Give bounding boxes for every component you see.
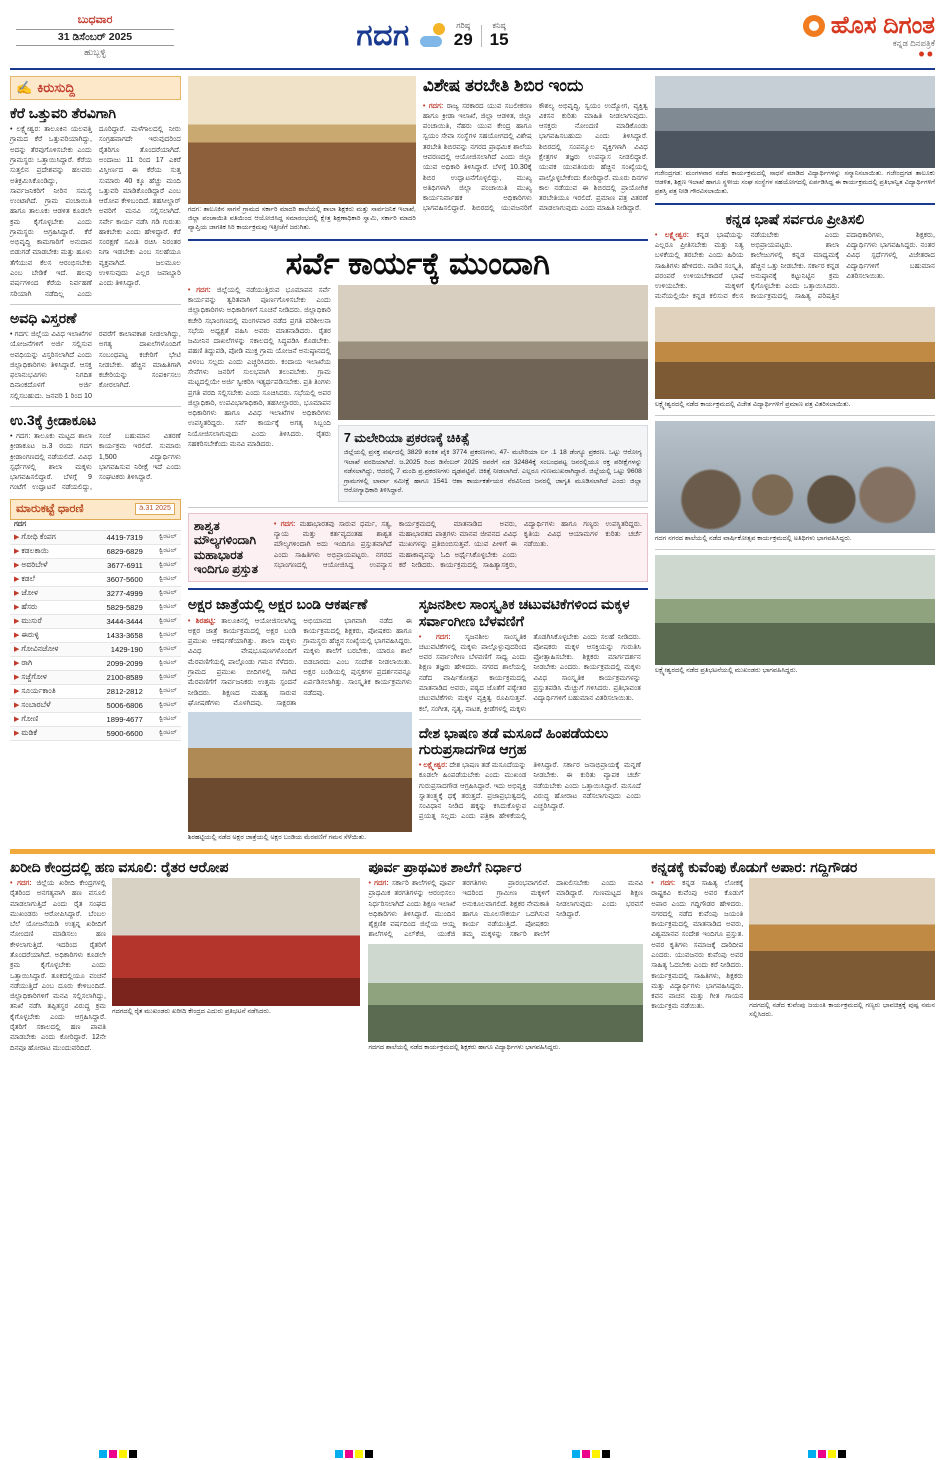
kirusudi-header — [10, 76, 181, 100]
story-dateline: • ಗದಗ: — [273, 519, 296, 528]
story-dateline: • ಲಕ್ಷ್ಮೇಶ್ವರ: — [654, 230, 689, 239]
story-dateline: • ಶಿರಹಟ್ಟಿ: — [187, 616, 216, 625]
market-item-unit: ಕ್ವಿಂಟಲ್ — [158, 603, 177, 611]
kirusudi-item-1 — [10, 105, 181, 299]
malaria-box — [338, 425, 648, 502]
kannada-language-text — [655, 230, 935, 302]
cmyk-group — [572, 1450, 610, 1458]
story-body: ಮಹಾಭಾರತವು ಸಾರುವ ಧರ್ಮ, ಸತ್ಯ, ನ್ಯಾಯ ಮತ್ತು ಕರ್ತವ್ಯದಂತಹ ಶಾಶ್ವತ ಮೌಲ್ಯಗಳಿಂದಾಗಿ ಅದು ಇಂದಿಗೂ ಪ್ರಸ್ತುತವಾಗಿದೆ ಎಂದು ಸಾಹಿತಿಗಳು ಅಭಿಪ್ರಾಯಪಟ್ಟರು. ನಗರದ ಸಭಾಂಗಣದಲ್ಲಿ ಆಯೋಜಿಸಿದ್ದ ಉಪನ್ಯಾಸ ಕಾರ್ಯಕ್ರಮದಲ್ಲಿ ಮಾತನಾಡಿದ ಅವರು, ಮಹಾಭಾರತದ ಪಾತ್ರಗಳು ಮಾನವ ಜೀವನದ ವಿವಿಧ ಮುಖಗಳನ್ನು ಪ್ರತಿಬಿಂಬಿಸುತ್ತವೆ. ಯುವ ಪೀಳಿಗೆ ಈ ಮಹಾಕಾವ್ಯವನ್ನು ಓದಿ ಅರ್ಥೈಸಿಕೊಳ್ಳಬೇಕು ಎಂದು ಕರೆ ನೀಡಿದರು. ಕಾರ್ಯಕ್ರಮದಲ್ಲಿ ಸಾಹಿತ್ಯಾಸಕ್ತರು, ವಿದ್ಯಾರ್ಥಿಗಳು ಹಾಗೂ ಗಣ್ಯರು ಉಪಸ್ಥಿತರಿದ್ದರು. ಕೃತಿಯ ವಿವಿಧ ಆಯಾಮಗಳ ಕುರಿತು ಚರ್ಚೆ ನಡೆಯಿತು. — [273, 519, 642, 569]
market-item-name: ಈರುಳ್ಳಿ — [21, 630, 40, 640]
trend-arrow-icon: ▶ — [14, 590, 20, 598]
market-item-name: ಕಡಲಕಾಯಿ — [21, 546, 49, 556]
cmyk-group — [808, 1450, 846, 1458]
story-body: ರಾಜ್ಯ ಸರಕಾರದ ಯುವ ಸಬಲೀಕರಣ ಹಾಗೂ ಕ್ರೀಡಾ ಇಲಾಖೆ, ಜಿಲ್ಲಾ ಆಡಳಿತ, ಜಿಲ್ಲಾ ಪಂಚಾಯಿತಿ, ನೆಹರು ಯುವ ಕೇಂದ್ರ ಹಾಗೂ ಸ್ವಯಂ ಸೇವಾ ಸಂಸ್ಥೆಗಳ ಸಹಯೋಗದಲ್ಲಿ ವಿಶೇಷ ತರಬೇತಿ ಶಿಬಿರವನ್ನು ನಗರದ ಪ್ರಾಥಮಿಕ ಶಾಲೆಯ ಆವರಣದಲ್ಲಿ ಆಯೋಜಿಸಲಾಗಿದೆ ಎಂದು ಜಿಲ್ಲಾ ಯುವ ಅಧಿಕಾರಿ ತಿಳಿಸಿದ್ದಾರೆ. ಬೆಳಗ್ಗೆ 10.30ಕ್ಕೆ ಶಿಬಿರ ಉದ್ಘಾಟನೆಗೊಳ್ಳಲಿದ್ದು, ಮುಖ್ಯ ಅತಿಥಿಗಳಾಗಿ ಜಿಲ್ಲಾ ಪಂಚಾಯಿತಿ ಮುಖ್ಯ ಕಾರ್ಯನಿರ್ವಾಹಕ ಅಧಿಕಾರಿಗಳು ಭಾಗವಹಿಸಲಿದ್ದಾರೆ. ಶಿಬಿರದಲ್ಲಿ ಯುವಜನರಿಗೆ ಕೌಶಲ್ಯ ಅಭಿವೃದ್ಧಿ, ಸ್ವಯಂ ಉದ್ಯೋಗ, ವ್ಯಕ್ತಿತ್ವ ವಿಕಸನ ಕುರಿತು ಮಾಹಿತಿ ನೀಡಲಾಗುವುದು. ಆಸಕ್ತರು ನೋಂದಣಿ ಮಾಡಿಕೊಂಡು ಭಾಗವಹಿಸಬಹುದು ಎಂದು ತಿಳಿಸಿದ್ದಾರೆ. ಶಿಬಿರದಲ್ಲಿ ಸಂಪನ್ಮೂಲ ವ್ಯಕ್ತಿಗಳಾಗಿ ವಿವಿಧ ಕ್ಷೇತ್ರಗಳ ತಜ್ಞರು ಉಪನ್ಯಾಸ ನೀಡಲಿದ್ದಾರೆ. ಯುವಕ ಯುವತಿಯರು ಹೆಚ್ಚಿನ ಸಂಖ್ಯೆಯಲ್ಲಿ ಪಾಲ್ಗೊಳ್ಳಬೇಕೆಂದು ಕೋರಿದ್ದಾರೆ. ಮೂರು ದಿನಗಳ ಕಾಲ ನಡೆಯುವ ಈ ಶಿಬಿರದಲ್ಲಿ ಪ್ರಾಯೋಗಿಕ ತರಬೇತಿಯೂ ಇರಲಿದೆ. ಪ್ರಮಾಣ ಪತ್ರ ವಿತರಣೆ ಮಾಡಲಾಗುವುದು ಎಂದು ಮಾಹಿತಿ ನೀಡಿದ್ದಾರೆ. — [422, 101, 648, 213]
table-row — [10, 643, 181, 657]
sun-logo-icon — [803, 15, 825, 37]
market-item-unit: ಕ್ವಿಂಟಲ್ — [158, 547, 177, 555]
weather-min — [490, 22, 509, 49]
table-row — [10, 699, 181, 713]
kuvempu-photo — [749, 878, 935, 1000]
bottom-story-2 — [368, 859, 643, 1053]
main-lead-photo-block — [338, 285, 648, 502]
masthead — [10, 8, 935, 70]
story-dateline: • ಗದಗ: — [10, 879, 32, 888]
akshara-text — [188, 616, 412, 709]
bottom-story-3-caption: ಗದಗದಲ್ಲಿ ನಡೆದ ಕುವೆಂಪು ಜಯಂತಿ ಕಾರ್ಯಕ್ರಮದಲ್ಲಿ ಗಣ್ಯರು ಭಾವಚಿತ್ರಕ್ಕೆ ಪುಷ್ಪ ನಮನ ಸಲ್ಲಿಸಿದರು. — [749, 1002, 935, 1018]
table-row — [10, 713, 181, 727]
edition-title: ಗದಗ — [356, 19, 410, 52]
market-header — [10, 499, 181, 520]
kirusudi-item-3-title: ಉ.3ಕ್ಕೆ ಕ್ರೀಡಾಕೂಟ — [10, 411, 97, 428]
market-item-price: 4419-7319 — [106, 532, 143, 542]
bottom-story-1-caption: ಗದಗದಲ್ಲಿ ರೈತ ಮುಖಂಡರು ಖರೀದಿ ಕೇಂದ್ರದ ಎದುರು ಪ್ರತಿಭಟನೆ ನಡೆಸಿದರು. — [112, 1008, 271, 1016]
market-item-unit: ಕ್ವಿಂಟಲ್ — [158, 659, 177, 667]
cmyk-group — [335, 1450, 373, 1458]
market-item-price: 5900-6600 — [106, 728, 143, 738]
market-item-unit: ಕ್ವಿಂಟಲ್ — [158, 729, 177, 737]
page-grid — [10, 76, 935, 843]
market-item-price: 5829-5829 — [106, 602, 143, 612]
story-body: ಜಿಲ್ಲೆಯಲ್ಲಿ ನಡೆಯುತ್ತಿರುವ ಭೂಮಾಪನ ಸರ್ವೆ ಕಾರ್ಯವನ್ನು ತ್ವರಿತವಾಗಿ ಪೂರ್ಣಗೊಳಿಸಬೇಕು ಎಂದು ಜಿಲ್ಲಾಧಿಕಾರಿಗಳು ಅಧಿಕಾರಿಗಳಿಗೆ ಸೂಚನೆ ನೀಡಿದರು. ಜಿಲ್ಲಾಧಿಕಾರಿ ಕಚೇರಿ ಸಭಾಂಗಣದಲ್ಲಿ ಮಂಗಳವಾರ ನಡೆದ ಪ್ರಗತಿ ಪರಿಶೀಲನಾ ಸಭೆಯ ಅಧ್ಯಕ್ಷತೆ ವಹಿಸಿ ಅವರು ಮಾತನಾಡಿದರು. ರೈತರ ಜಮೀನಿನ ದಾಖಲೆಗಳನ್ನು ಸಕಾಲದಲ್ಲಿ ಸಿದ್ಧಪಡಿಸಿ ಕೊಡಬೇಕು. ಪಹಣಿ ತಿದ್ದುಪಡಿ, ಪೋಡಿ ಮುಕ್ತ ಗ್ರಾಮ ಯೋಜನೆ ಅನುಷ್ಠಾನದಲ್ಲಿ ವಿಳಂಬ ಸಲ್ಲದು ಎಂದು ಎಚ್ಚರಿಸಿದರು. ಕಂದಾಯ ಇಲಾಖೆಯ ಸೇವೆಗಳು ಜನರಿಗೆ ಸುಲಭವಾಗಿ ತಲುಪಬೇಕು. ಗ್ರಾಮ ಮಟ್ಟದಲ್ಲಿಯೇ ಅರ್ಜಿ ಸ್ವೀಕರಿಸಿ ಇತ್ಯರ್ಥಪಡಿಸಬೇಕು. ಪ್ರತಿ ತಿಂಗಳು ಪ್ರಗತಿ ವರದಿ ಸಲ್ಲಿಸಬೇಕು ಎಂದು ಸೂಚಿಸಿದರು. ಸಭೆಯಲ್ಲಿ ಅಪರ ಜಿಲ್ಲಾಧಿಕಾರಿ, ಉಪವಿಭಾಗಾಧಿಕಾರಿ, ತಹಸೀಲ್ದಾರರು, ಭೂಮಾಪನ ಅಧಿಕಾರಿಗಳು ಹಾಗೂ ವಿವಿಧ ಇಲಾಖೆಗಳ ಅಧಿಕಾರಿಗಳು ಉಪಸ್ಥಿತರಿದ್ದರು. ಸರ್ವೆ ಕಾರ್ಯಕ್ಕೆ ಅಗತ್ಯ ಸಿಬ್ಬಂದಿ ನಿಯೋಜಿಸಲಾಗುವುದು ಎಂದು ತಿಳಿಸಿದರು. ರೈತರು ಸಹಕರಿಸಬೇಕೆಂದು ಮನವಿ ಮಾಡಿದರು. — [187, 285, 331, 448]
weather-max-label: ಗರಿಷ್ಠ — [456, 21, 471, 31]
cultural-photo-caption: ಗದಗ ನಗರದ ಶಾಲೆಯಲ್ಲಿ ನಡೆದ ವಾರ್ಷಿಕೋತ್ಸವ ಕಾರ್ಯಕ್ರಮದಲ್ಲಿ ಅತಿಥಿಗಳು ಭಾಗವಹಿಸಿದ್ದರು. — [654, 534, 852, 542]
cultural-text — [419, 632, 641, 714]
weather-max — [454, 22, 473, 49]
market-item-price: 1429-190 — [110, 644, 143, 654]
trend-arrow-icon: ▶ — [14, 534, 20, 542]
market-item-unit: ಕ್ವಿಂಟಲ್ — [158, 631, 177, 639]
bottom-story-2-caption: ಗದಗದ ಶಾಲೆಯಲ್ಲಿ ನಡೆದ ಕಾರ್ಯಕ್ರಮದಲ್ಲಿ ಶಿಕ್ಷಕರು ಹಾಗೂ ವಿದ್ಯಾರ್ಥಿಗಳು ಭಾಗವಹಿಸಿದ್ದರು. — [368, 1043, 561, 1051]
kirusudi-label: ಕಿರುಸುದ್ದಿ — [37, 80, 75, 95]
story-dateline: • ಗದಗ: — [651, 879, 676, 888]
mahabharata-story — [188, 513, 648, 583]
center-lower-row — [188, 596, 648, 843]
market-rows — [10, 531, 181, 741]
market-date-badge: ಡಿ.31 2025 — [135, 503, 175, 515]
market-title: ಮಾರುಕಟ್ಟೆ ಧಾರಣಿ — [16, 502, 84, 515]
market-item-name: ಸಂಬಾರಬೆಳೆ — [21, 700, 51, 710]
masthead-date: 31 ಡಿಸೆಂಬರ್ 2025 — [16, 29, 174, 46]
market-item-unit: ಕ್ವಿಂಟಲ್ — [158, 687, 177, 695]
protest-photo — [655, 555, 935, 665]
market-item-price: 2812-2812 — [106, 686, 143, 696]
market-item-unit: ಕ್ವಿಂಟಲ್ — [158, 575, 177, 583]
table-row — [10, 657, 181, 671]
story-body: ದೇಶ ಭಾಷಣ ತಡೆ ಮಸೂದೆಯನ್ನು ಕೂಡಲೇ ಹಿಂಪಡೆಯಬೇಕು ಎಂದು ಮುಖಂಡ ಗುರುಪ್ರಸಾದಗೌಡ ಆಗ್ರಹಿಸಿದ್ದಾರೆ. ಇದು ಅಭಿವ್ಯಕ್ತಿ ಸ್ವಾತಂತ್ರ್ಯಕ್ಕೆ ಧಕ್ಕೆ ತರುತ್ತದೆ. ಪ್ರಜಾಪ್ರಭುತ್ವದಲ್ಲಿ ಸಂವಿಧಾನ ನೀಡಿದ ಹಕ್ಕನ್ನು ಕಸಿದುಕೊಳ್ಳುವ ಪ್ರಯತ್ನ ಸಲ್ಲದು ಎಂದು ಪತ್ರಿಕಾ ಹೇಳಿಕೆಯಲ್ಲಿ ತಿಳಿಸಿದ್ದಾರೆ. ಸರ್ಕಾರ ಜನಾಭಿಪ್ರಾಯಕ್ಕೆ ಮನ್ನಣೆ ನೀಡಬೇಕು. ಈ ಕುರಿತು ವ್ಯಾಪಕ ಚರ್ಚೆ ನಡೆಯಬೇಕು ಎಂದು ಒತ್ತಾಯಿಸಿದ್ದಾರೆ. ಮಸೂದೆ ವಿರುದ್ಧ ಹೋರಾಟ ನಡೆಸಲಾಗುವುದು ಎಂದು ಎಚ್ಚರಿಸಿದ್ದಾರೆ. — [418, 761, 641, 821]
mahabharata-side-title: ಶಾಶ್ವತ ಮೌಲ್ಯಗಳಿಂದಾಗಿ ಮಹಾಭಾರತ ಇಂದಿಗೂ ಪ್ರಸ್ತುತ — [193, 518, 258, 577]
kirusudi-item-3 — [10, 412, 181, 493]
market-item-unit: ಕ್ವಿಂಟಲ್ — [158, 701, 177, 709]
farmers-protest-photo — [112, 878, 360, 1006]
section-divider-bar — [10, 849, 935, 854]
market-item-name: ಅವರಿಬೇಳೆ — [21, 560, 48, 570]
cultural-title: ಸೃಜನಶೀಲ ಸಾಂಸ್ಕೃತಿಕ ಚಟುವಟಿಕೆಗಳಿಂದ ಮಕ್ಕಳ ಸರ್ವಾಂಗೀಣ ಬೆಳವಣಿಗೆ — [418, 596, 630, 629]
trend-arrow-icon: ▶ — [14, 660, 20, 668]
special-training-story — [423, 76, 648, 233]
market-item-name: ಮಡಿಕೆ — [21, 728, 38, 738]
story-dateline: • ಗದಗ: — [368, 879, 389, 888]
special-training-title: ವಿಶೇಷ ತರಬೇತಿ ಶಿಬಿರ ಇಂದು — [422, 76, 584, 95]
market-col-item: ಗದಗ — [14, 520, 27, 528]
market-item-name: ಗೋಣಿ — [21, 714, 39, 724]
brand-name: ಹೊಸ ದಿಗಂತ — [830, 12, 935, 40]
kirusudi-item-1-title: ಕೆರೆ ಒತ್ತುವರಿ ತೆರವಿಗಾಗಿ — [10, 105, 117, 121]
speech-text — [419, 760, 641, 822]
story-body: ಸೃಜನಶೀಲ ಸಾಂಸ್ಕೃತಿಕ ಚಟುವಟಿಕೆಗಳಲ್ಲಿ ಮಕ್ಕಳು ಪಾಲ್ಗೊಳ್ಳುವುದರಿಂದ ಅವರ ಸರ್ವಾಂಗೀಣ ಬೆಳವಣಿಗೆ ಸಾಧ್ಯ ಎಂದು ಶಿಕ್ಷಣ ತಜ್ಞರು ಹೇಳಿದರು. ನಗರದ ಶಾಲೆಯಲ್ಲಿ ನಡೆದ ವಾರ್ಷಿಕೋತ್ಸವ ಕಾರ್ಯಕ್ರಮದಲ್ಲಿ ಮಾತನಾಡಿದ ಅವರು, ಪಠ್ಯದ ಜೊತೆಗೆ ಪಠ್ಯೇತರ ಚಟುವಟಿಕೆಗಳು ಮಕ್ಕಳ ವ್ಯಕ್ತಿತ್ವ ರೂಪಿಸುತ್ತವೆ. ಕಲೆ, ಸಂಗೀತ, ನೃತ್ಯ, ನಾಟಕ, ಕ್ರೀಡೆಗಳಲ್ಲಿ ಮಕ್ಕಳು ತೊಡಗಿಸಿಕೊಳ್ಳಬೇಕು ಎಂದು ಸಲಹೆ ನೀಡಿದರು. ಪೋಷಕರು ಮಕ್ಕಳ ಆಸಕ್ತಿಯನ್ನು ಗುರುತಿಸಿ ಪ್ರೋತ್ಸಾಹಿಸಬೇಕು. ಶಿಕ್ಷಕರು ಮಾರ್ಗದರ್ಶನ ನೀಡಬೇಕು ಎಂದರು. ಕಾರ್ಯಕ್ರಮದಲ್ಲಿ ಮಕ್ಕಳು ವಿವಿಧ ಸಾಂಸ್ಕೃತಿಕ ಕಾರ್ಯಕ್ರಮಗಳನ್ನು ಪ್ರಸ್ತುತಪಡಿಸಿ ಮೆಚ್ಚುಗೆ ಗಳಿಸಿದರು. ಪ್ರತಿಭಾವಂತ ವಿದ್ಯಾರ್ಥಿಗಳಿಗೆ ಬಹುಮಾನ ವಿತರಿಸಲಾಯಿತು. — [418, 632, 641, 713]
bottom-band — [10, 859, 935, 1053]
market-item-price: 3444-3444 — [106, 616, 143, 626]
school-photo — [368, 944, 643, 1042]
trend-arrow-icon: ▶ — [14, 730, 20, 738]
procession-photo — [188, 712, 412, 832]
akshara-photo-caption: ಶಿರಹಟ್ಟಿಯಲ್ಲಿ ನಡೆದ ಅಕ್ಷರ ಜಾತ್ರೆಯಲ್ಲಿ ಅಕ್ಷರ ಬಂಡಿಯ ಮೆರವಣಿಗೆ ಗಮನ ಸೆಳೆಯಿತು. — [187, 834, 367, 842]
speech-title: ದೇಶ ಭಾಷಣ ತಡೆ ಮಸೂದೆ ಹಿಂಪಡೆಯಲು ಗುರುಪ್ರಸಾದಗೌಡ ಆಗ್ರಹ — [418, 724, 609, 757]
sun-cloud-icon — [420, 23, 446, 49]
trend-arrow-icon: ▶ — [14, 716, 20, 724]
meeting-photo — [338, 285, 648, 420]
main-lead-story — [188, 247, 648, 502]
trend-arrow-icon: ▶ — [14, 646, 20, 654]
market-item-price: 3277-4999 — [106, 588, 143, 598]
story-dateline: • ಲಕ್ಷ್ಮೇಶ್ವರ: — [418, 761, 448, 770]
masthead-date-block — [10, 14, 180, 58]
trend-arrow-icon: ▶ — [14, 548, 20, 556]
market-item-name: ಸೂರ್ಯಕಾಂತಿ — [21, 686, 56, 696]
trend-arrow-icon: ▶ — [14, 632, 20, 640]
weather-divider — [481, 25, 482, 47]
table-row — [10, 545, 181, 559]
market-item-price: 1433-3658 — [106, 630, 143, 640]
table-row — [10, 629, 181, 643]
market-item-unit: ಕ್ವಿಂಟಲ್ — [158, 645, 177, 653]
story-dateline: • ಗದಗ: — [418, 632, 451, 641]
trend-arrow-icon: ▶ — [14, 688, 20, 696]
table-row — [10, 531, 181, 545]
bottom-story-1 — [10, 859, 360, 1053]
story-dateline: • ಗದಗ: — [187, 285, 211, 294]
trend-arrow-icon: ▶ — [14, 562, 20, 570]
table-row — [10, 671, 181, 685]
bottom-story-3 — [651, 859, 935, 1053]
market-item-unit: ಕ್ವಿಂಟಲ್ — [158, 533, 177, 541]
speech-photo-caption: ಲಕ್ಷ್ಮೇಶ್ವರದಲ್ಲಿ ನಡೆದ ಪ್ರತಿಭಟನೆಯಲ್ಲಿ ಮುಖಂಡರು ಭಾಗವಹಿಸಿದ್ದರು. — [654, 666, 798, 674]
market-item-name: ಕಡಲೆ — [21, 574, 35, 584]
top-photo-caption: ಗದಗ: ತಾಲೂಕಿನ ಸಾಗನೆ ಗ್ರಾಮದ ಸರ್ಕಾರಿ ಮಾದರಿ ಶಾಲೆಯಲ್ಲಿ ಶಾಲಾ ಶಿಕ್ಷಕರು ಮತ್ತು ಸಾರ್ವಜನಿಕ ಇಲಾಖೆ, ಜಿಲ್ಲಾ ಪಂಚಾಯಿತಿ ವತಿಯಿಂದ ಆಯೋಜಿಸಿದ್ದ ಸಮಾರಂಭದಲ್ಲಿ ಕ್ಷೇತ್ರ ಶಿಕ್ಷಣಾಧಿಕಾರಿ ಸ್ವಾಮಿ, ಸರ್ಕಾರಿ ಮಾದರಿ ವ್ಯಾಪ್ತಿಯ ಜಾಗತಿಕ ಸಿರಿ ಕಾರ್ಯಕ್ರಮವು ಇತ್ತೀಚೆಗೆ ಜರುಗಿತು. — [187, 206, 416, 231]
market-item-name: ಸಜ್ಜೆಗೋಳ — [21, 672, 47, 682]
cultural-story — [419, 596, 641, 843]
market-item-price: 2099-2099 — [106, 658, 143, 668]
bottom-story-3-title: ಕನ್ನಡಕ್ಕೆ ಕುವೆಂಪು ಕೊಡುಗೆ ಅಪಾರ: ಗದ್ದಿಗೌಡರ — [651, 858, 858, 875]
market-item-unit: ಕ್ವಿಂಟಲ್ — [158, 673, 177, 681]
bottom-story-2-text — [368, 878, 643, 940]
bottom-story-1-title: ಖರೀದಿ ಕೇಂದ್ರದಲ್ಲಿ ಹಣ ವಸೂಲಿ: ರೈತರ ಆರೋಪ — [10, 858, 229, 875]
market-item-price: 3677-6911 — [107, 560, 143, 570]
top-photo-block — [188, 76, 416, 233]
malaria-text: ಜಿಲ್ಲೆಯಲ್ಲಿ ಪ್ರಸಕ್ತ ವರ್ಷದಲ್ಲಿ 3829 ಶಂಕಿತ ಪೈಕಿ 3774 ಪ್ರಕರಣಗಳು, 47- ಮಲೇರಿಯಾ ರ್ಲ .1 18 ಡೆಂಗ್ಯೂ ಪ್ರಕರಣ. ಒಟ್ಟು ಆರೋಗ್ಯ ಇಲಾಖೆ ವರದಿಯಾಗಿದೆ. ಜ.2025 ರಿಂದ ಡಿಸೆಂಬರ್ 2025 ರವರೆಗೆ ನಡ 32484ಕ್ಕೆ ಸಂಬಂಧಪಟ್ಟ ಜನರಲ್ಲಿಯೂ ರಕ್ತ ಪರೀಕ್ಷೆಗಳನ್ನು ನಡೆಸಲಾಗಿದ್ದು, ಆದರಲ್ಲಿ 7 ಮಂದಿ ಪ್ರ.ಪ್ರಕರಣಗಳು ದೃಢಪಟ್ಟಿವೆ. ಚಿಕಿತ್ಸೆ ನೀಡಲಾಗಿದೆ. ಎಲ್ಲರೂ ಗುಣಮುಖರಾಗಿದ್ದಾರೆ. ಜಿಲ್ಲೆಯಲ್ಲಿ ಒಟ್ಟು 9608 ಗ್ರಾಮಗಳಲ್ಲಿ ಲಾರ್ವಾ ಸಮೀಕ್ಷೆ ಹಾಗೂ 1541 ಆಶಾ ಕಾರ್ಯಕರ್ತೆಯರ ನೆರವಿನಿಂದ ಜನರಲ್ಲಿ ಜಾಗೃತಿ ಮೂಡಿಸಲಾಗಿದೆ ಎಂದು ಜಿಲ್ಲಾ ಆರೋಗ್ಯಾಧಿಕಾರಿ ತಿಳಿಸಿದ್ದಾರೆ. — [343, 449, 642, 495]
market-item-name: ಗೋವಿನಜೋಳ — [21, 644, 59, 654]
trend-arrow-icon: ▶ — [14, 576, 20, 584]
kirusudi-item-1-text: • ಲಕ್ಷ್ಮೇಶ್ವರ: ತಾಲೂಕಿನ ಯಲವತ್ತಿ ಗ್ರಾಮದ ಕೆರೆ ಒತ್ತುವರಿಯಾಗಿದ್ದು, ಅದನ್ನು ತೆರವುಗೊಳಿಸಬೇಕು ಎಂದು ಗ್ರಾಮಸ್ಥರು ಒತ್ತಾಯಿಸಿದ್ದಾರೆ. ಕೆರೆಯ ಸುತ್ತಲಿನ ಪ್ರದೇಶವನ್ನು ಹಲವರು ಅತಿಕ್ರಮಿಸಿಕೊಂಡಿದ್ದು, ಸಾರ್ವಜನಿಕರಿಗೆ ನೀರಿನ ಸಮಸ್ಯೆ ಉಂಟಾಗಿದೆ. ಗ್ರಾಮ ಪಂಚಾಯಿತಿ ಹಾಗೂ ತಾಲೂಕು ಆಡಳಿತ ಕೂಡಲೇ ಕ್ರಮ ಕೈಗೊಳ್ಳಬೇಕು ಎಂದು ಗ್ರಾಮಸ್ಥರು ಆಗ್ರಹಿಸಿದ್ದಾರೆ. ಕೆರೆ ಅಭಿವೃದ್ಧಿ ಕಾಮಗಾರಿಗೆ ಅನುದಾನ ಬಿಡುಗಡೆ ಮಾಡಬೇಕು ಮತ್ತು ಹೂಳು ತೆಗೆಯುವ ಕೆಲಸ ಆರಂಭಿಸಬೇಕು ಎಂಬ ಬೇಡಿಕೆ ಇದೆ. ಹಲವು ವರ್ಷಗಳಿಂದ ಕೆರೆಯ ನಿರ್ವಹಣೆ ಸರಿಯಾಗಿ ನಡೆದಿಲ್ಲ ಎಂದು ದೂರಿದ್ದಾರೆ. ಮಳೆಗಾಲದಲ್ಲಿ ನೀರು ಸಂಗ್ರಹವಾಗದೇ ಇರುವುದರಿಂದ ರೈತರಿಗೂ ತೊಂದರೆಯಾಗಿದೆ. ಅಂದಾಜು 11 ರಿಂದ 17 ಎಕರೆ ವಿಸ್ತೀರ್ಣದ ಈ ಕೆರೆಯ ಸುತ್ತ ಸುಮಾರು 40 ಕ್ಕೂ ಹೆಚ್ಚು ಮಂದಿ ಒತ್ತುವರಿ ಮಾಡಿಕೊಂಡಿದ್ದಾರೆ ಎಂಬ ಆರೋಪ ಕೇಳಿಬಂದಿದೆ. ತಹಸೀಲ್ದಾರ್ ಅವರಿಗೆ ಮನವಿ ಸಲ್ಲಿಸಲಾಗಿದೆ. ಸರ್ವೇ ಕಾರ್ಯ ನಡೆಸಿ ಗಡಿ ಗುರುತು ಹಾಕಬೇಕು ಎಂದು ಹೇಳಿದ್ದಾರೆ. ಕೆರೆ ಸಂರಕ್ಷಣೆ ಸಮಿತಿ ರಚಿಸಿ ನಿರಂತರ ನಿಗಾ ಇಡಬೇಕು ಎಂಬ ಸಲಹೆಯೂ ವ್ಯಕ್ತವಾಗಿದೆ. ಜಲಮೂಲ ಉಳಿಸುವುದು ಎಲ್ಲರ ಜವಾಬ್ದಾರಿ ಎಂದು ತಿಳಿಸಿದ್ದಾರೆ. — [10, 125, 181, 298]
trend-arrow-icon: ▶ — [14, 604, 20, 612]
top-right-photo-caption: ಗಜೇಂದ್ರಗಡ: ಮಂಗಳವಾರ ನಡೆದ ಕಾರ್ಯಕ್ರಮದಲ್ಲಿ ಸಾಧನೆ ಮಾಡಿದ ವಿದ್ಯಾರ್ಥಿಗಳನ್ನು ಸನ್ಮಾನಿಸಲಾಯಿತು. ಗಜೇಂದ್ರಗಡ ತಾಲೂಕು ಆಡಳಿತ, ಶಿಕ್ಷಣ ಇಲಾಖೆ ಹಾಗೂ ಸ್ಥಳೀಯ ಸಂಘ ಸಂಸ್ಥೆಗಳ ಸಹಯೋಗದಲ್ಲಿ ಏರ್ಪಡಿಸಿದ್ದ ಈ ಕಾರ್ಯಕ್ರಮದಲ್ಲಿ ಪ್ರತಿಭಾನ್ವಿತ ವಿದ್ಯಾರ್ಥಿಗಳಿಗೆ ಪ್ರಶಸ್ತಿ ಪತ್ರ ನೀಡಿ ಗೌರವಿಸಲಾಯಿತು. — [654, 170, 935, 195]
weather-min-value: 15 — [489, 30, 509, 50]
trend-arrow-icon: ▶ — [14, 702, 20, 710]
masthead-center — [180, 19, 685, 53]
column-left — [10, 76, 181, 843]
print-registration-marks — [0, 1450, 945, 1458]
weather-max-value: 29 — [453, 30, 473, 50]
brand-dots-icon: •• — [918, 44, 935, 65]
akshara-story — [188, 596, 412, 843]
masthead-city: ಹುಬ್ಬಳ್ಳಿ — [84, 46, 106, 57]
kannada-language-title: ಕನ್ನಡ ಭಾಷೆ ಸರ್ವರೂ ಪ್ರೀತಿಸಲಿ — [725, 210, 865, 227]
market-item-unit: ಕ್ವಿಂಟಲ್ — [158, 715, 177, 723]
story-body: ಸರ್ಕಾರಿ ಶಾಲೆಗಳಲ್ಲಿ ಪೂರ್ವ ಪ್ರಾಥಮಿಕ ತರಗತಿಗಳನ್ನು ಆರಂಭಿಸಲು ನಿರ್ಧರಿಸಲಾಗಿದೆ ಎಂದು ಶಿಕ್ಷಣ ಇಲಾಖೆ ಅಧಿಕಾರಿಗಳು ತಿಳಿಸಿದ್ದಾರೆ. ಮುಂದಿನ ಶೈಕ್ಷಣಿಕ ವರ್ಷದಿಂದ ಜಿಲ್ಲೆಯ ಆಯ್ದ ಶಾಲೆಗಳಲ್ಲಿ ಎಲ್‌ಕೆಜಿ, ಯುಕೆಜಿ ತರಗತಿಗಳು ಪ್ರಾರಂಭವಾಗಲಿವೆ. ಇದರಿಂದ ಗ್ರಾಮೀಣ ಮಕ್ಕಳಿಗೆ ಅನುಕೂಲವಾಗಲಿದೆ. ಶಿಕ್ಷಕರ ನೇಮಕಾತಿ ಹಾಗೂ ಮೂಲಸೌಕರ್ಯ ಒದಗಿಸುವ ಕಾರ್ಯ ನಡೆಯುತ್ತಿದೆ. ಪೋಷಕರು ತಮ್ಮ ಮಕ್ಕಳನ್ನು ಸರ್ಕಾರಿ ಶಾಲೆಗೆ ದಾಖಲಿಸಬೇಕು ಎಂದು ಮನವಿ ಮಾಡಿದ್ದಾರೆ. ಗುಣಮಟ್ಟದ ಶಿಕ್ಷಣ ನೀಡಲಾಗುವುದು ಎಂದು ಭರವಸೆ ನೀಡಿದ್ದಾರೆ. — [368, 879, 644, 939]
market-item-unit: ಕ್ವಿಂಟಲ್ — [158, 561, 177, 569]
kirusudi-item-3-text: • ಗದಗ: ತಾಲೂಕು ಮಟ್ಟದ ಶಾಲಾ ಕ್ರೀಡಾಕೂಟ ಜ.3 ರಂದು ಗದಗ ಕ್ರೀಡಾಂಗಣದಲ್ಲಿ ನಡೆಯಲಿದೆ. ವಿವಿಧ ಸ್ಪರ್ಧೆಗಳಲ್ಲಿ ಶಾಲಾ ಮಕ್ಕಳು ಭಾಗವಹಿಸಲಿದ್ದಾರೆ. ಬೆಳಗ್ಗೆ 9 ಗಂಟೆಗೆ ಉದ್ಘಾಟನೆ ನಡೆಯಲಿದ್ದು, ಸಂಜೆ ಬಹುಮಾನ ವಿತರಣೆ ಕಾರ್ಯಕ್ರಮ ಇರಲಿದೆ. ಸುಮಾರು 1,500 ವಿದ್ಯಾರ್ಥಿಗಳು ಭಾಗವಹಿಸುವ ನಿರೀಕ್ಷೆ ಇದೆ ಎಂದು ಸಂಘಟಕರು ತಿಳಿಸಿದ್ದಾರೆ. — [10, 432, 181, 492]
market-item-price: 2100-8589 — [106, 672, 143, 682]
story-body: ಕನ್ನಡ ಭಾಷೆಯನ್ನು ಎಲ್ಲರೂ ಪ್ರೀತಿಸಬೇಕು ಮತ್ತು ನಿತ್ಯ ಬಳಕೆಯಲ್ಲಿ ತರಬೇಕು ಎಂದು ಹಿರಿಯ ಸಾಹಿತಿಗಳು ಹೇಳಿದರು. ನಾಡಿನ ಸಂಸ್ಕೃತಿ, ಪರಂಪರೆ ಉಳಿಯಬೇಕಾದರೆ ಭಾಷೆ ಉಳಿಯಬೇಕು. ಮಕ್ಕಳಿಗೆ ಮನೆಯಲ್ಲಿಯೇ ಕನ್ನಡ ಕಲಿಸುವ ಕೆಲಸ ನಡೆಯಬೇಕು ಎಂದು ಅಭಿಪ್ರಾಯಪಟ್ಟರು. ಶಾಲಾ ಕಾಲೇಜುಗಳಲ್ಲಿ ಕನ್ನಡ ಮಾಧ್ಯಮಕ್ಕೆ ಹೆಚ್ಚಿನ ಒತ್ತು ನೀಡಬೇಕು. ಸರ್ಕಾರ ಕನ್ನಡ ಅನುಷ್ಠಾನಕ್ಕೆ ಕಟ್ಟುನಿಟ್ಟಿನ ಕ್ರಮ ಕೈಗೊಳ್ಳಬೇಕು ಎಂದು ಒತ್ತಾಯಿಸಿದರು. ಕಾರ್ಯಕ್ರಮದಲ್ಲಿ ಸಾಹಿತ್ಯ ಪರಿಷತ್ತಿನ ಪದಾಧಿಕಾರಿಗಳು, ಶಿಕ್ಷಕರು, ವಿದ್ಯಾರ್ಥಿಗಳು ಭಾಗವಹಿಸಿದ್ದರು. ನಂತರ ವಿವಿಧ ಸ್ಪರ್ಧೆಗಳಲ್ಲಿ ವಿಜೇತರಾದ ವಿದ್ಯಾರ್ಥಿಗಳಿಗೆ ಬಹುಮಾನ ವಿತರಿಸಲಾಯಿತು. — [654, 230, 935, 301]
market-rates-table — [10, 499, 181, 741]
story-body: ಕನ್ನಡ ಸಾಹಿತ್ಯ ಲೋಕಕ್ಕೆ ರಾಷ್ಟ್ರಕವಿ ಕುವೆಂಪು ಅವರ ಕೊಡುಗೆ ಅಪಾರ ಎಂದು ಗದ್ದಿಗೌಡರ ಹೇಳಿದರು. ನಗರದಲ್ಲಿ ನಡೆದ ಕುವೆಂಪು ಜಯಂತಿ ಕಾರ್ಯಕ್ರಮದಲ್ಲಿ ಮಾತನಾಡಿದ ಅವರು, ವಿಶ್ವಮಾನವ ಸಂದೇಶ ಇಂದಿಗೂ ಪ್ರಸ್ತುತ. ಅವರ ಕೃತಿಗಳು ಸಮಾಜಕ್ಕೆ ದಾರಿದೀಪ ಎಂದರು. ಯುವಜನರು ಕುವೆಂಪು ಅವರ ಸಾಹಿತ್ಯ ಓದಬೇಕು ಎಂದು ಕರೆ ನೀಡಿದರು. ಕಾರ್ಯಕ್ರಮದಲ್ಲಿ ಸಾಹಿತಿಗಳು, ಶಿಕ್ಷಕರು ಮತ್ತು ವಿದ್ಯಾರ್ಥಿಗಳು ಭಾಗವಹಿಸಿದ್ದರು. ಕವನ ವಾಚನ ಮತ್ತು ಗೀತ ಗಾಯನ ಕಾರ್ಯಕ್ರಮ ನಡೆಯಿತು. — [651, 879, 744, 1011]
kirusudi-item-2 — [10, 310, 181, 401]
table-row — [10, 727, 181, 741]
market-column-headers — [10, 520, 181, 531]
kirusudi-item-2-text: • ಗದಗ: ಜಿಲ್ಲೆಯ ವಿವಿಧ ಇಲಾಖೆಗಳ ಯೋಜನೆಗಳಿಗೆ ಅರ್ಜಿ ಸಲ್ಲಿಸುವ ಅವಧಿಯನ್ನು ವಿಸ್ತರಿಸಲಾಗಿದೆ ಎಂದು ಜಿಲ್ಲಾಧಿಕಾರಿಗಳು ತಿಳಿಸಿದ್ದಾರೆ. ಆಸಕ್ತ ಫಲಾನುಭವಿಗಳು ನಿಗದಿತ ದಿನಾಂಕದೊಳಗೆ ಅರ್ಜಿ ಸಲ್ಲಿಸಬಹುದು. ಜನವರಿ 1 ರಿಂದ 10 ರವರೆಗೆ ಕಾಲಾವಕಾಶ ನೀಡಲಾಗಿದ್ದು, ಅಗತ್ಯ ದಾಖಲೆಗಳೊಂದಿಗೆ ಸಂಬಂಧಪಟ್ಟ ಕಚೇರಿಗೆ ಭೇಟಿ ನೀಡಬೇಕು. ಹೆಚ್ಚಿನ ಮಾಹಿತಿಗಾಗಿ ಕಚೇರಿಯನ್ನು ಸಂಪರ್ಕಿಸಲು ಕೋರಲಾಗಿದೆ. — [10, 329, 181, 400]
special-training-text — [423, 101, 648, 214]
cmyk-group — [99, 1450, 137, 1458]
market-item-name: ಜೋಳ — [21, 588, 38, 598]
bottom-story-3-text — [651, 878, 743, 1020]
masthead-brand — [685, 12, 935, 65]
market-item-price: 5006-6806 — [106, 700, 143, 710]
cultural-photo — [655, 421, 935, 533]
mahabharata-text — [274, 519, 642, 577]
story-body: ಜಿಲ್ಲೆಯ ಖರೀದಿ ಕೇಂದ್ರಗಳಲ್ಲಿ ರೈತರಿಂದ ಅನಗತ್ಯವಾಗಿ ಹಣ ವಸೂಲಿ ಮಾಡಲಾಗುತ್ತಿದೆ ಎಂದು ರೈತ ಸಂಘದ ಮುಖಂಡರು ಆರೋಪಿಸಿದ್ದಾರೆ. ಬೆಂಬಲ ಬೆಲೆ ಯೋಜನೆಯಡಿ ಉತ್ಪನ್ನ ಖರೀದಿಗೆ ನೋಂದಣಿ ಮಾಡಿಸಲು ಹಣ ಕೇಳಲಾಗುತ್ತಿದೆ. ಇದರಿಂದ ರೈತರಿಗೆ ತೊಂದರೆಯಾಗಿದೆ. ಅಧಿಕಾರಿಗಳು ಕೂಡಲೇ ಕ್ರಮ ಕೈಗೊಳ್ಳಬೇಕು ಎಂದು ಒತ್ತಾಯಿಸಿದ್ದಾರೆ. ತೂಕದಲ್ಲಿಯೂ ವಂಚನೆ ನಡೆಯುತ್ತಿದೆ ಎಂಬ ದೂರು ಕೇಳಿಬಂದಿದೆ. ಜಿಲ್ಲಾಧಿಕಾರಿಗಳಿಗೆ ಮನವಿ ಸಲ್ಲಿಸಲಾಗಿದ್ದು, ತನಿಖೆ ನಡೆಸಿ ತಪ್ಪಿತಸ್ಥರ ವಿರುದ್ಧ ಕ್ರಮ ಕೈಗೊಳ್ಳಬೇಕು ಎಂದು ಆಗ್ರಹಿಸಿದ್ದಾರೆ. ರೈತರಿಗೆ ಸಕಾಲದಲ್ಲಿ ಹಣ ಪಾವತಿ ಮಾಡಬೇಕು ಎಂದು ಕೋರಿದ್ದಾರೆ. 12ನೇ ದಿನವೂ ಹೋರಾಟ ಮುಂದುವರಿದಿದೆ. — [10, 879, 106, 1052]
story-body: ತಾಲೂಕಿನಲ್ಲಿ ಆಯೋಜಿಸಲಾಗಿದ್ದ ಅಕ್ಷರ ಜಾತ್ರೆ ಕಾರ್ಯಕ್ರಮದಲ್ಲಿ ಅಕ್ಷರ ಬಂಡಿ ಪ್ರಮುಖ ಆಕರ್ಷಣೆಯಾಗಿತ್ತು. ಶಾಲಾ ಮಕ್ಕಳು ವಿವಿಧ ವೇಷಭೂಷಣಗಳೊಂದಿಗೆ ಮೆರವಣಿಗೆಯಲ್ಲಿ ಪಾಲ್ಗೊಂಡು ಗಮನ ಸೆಳೆದರು. ಗ್ರಾಮದ ಪ್ರಮುಖ ಬೀದಿಗಳಲ್ಲಿ ಸಾಗಿದ ಮೆರವಣಿಗೆಗೆ ಸಾರ್ವಜನಿಕರು ಉತ್ತಮ ಸ್ಪಂದನೆ ನೀಡಿದರು. ಶಿಕ್ಷಣದ ಮಹತ್ವ ಸಾರುವ ಘೋಷಣೆಗಳು ಮೊಳಗಿದವು. ಸಾಕ್ಷರತಾ ಅಭಿಯಾನದ ಭಾಗವಾಗಿ ನಡೆದ ಈ ಕಾರ್ಯಕ್ರಮದಲ್ಲಿ ಶಿಕ್ಷಕರು, ಪೋಷಕರು ಹಾಗೂ ಗ್ರಾಮಸ್ಥರು ಹೆಚ್ಚಿನ ಸಂಖ್ಯೆಯಲ್ಲಿ ಭಾಗವಹಿಸಿದ್ದರು. ಮಕ್ಕಳು ಶಾಲೆಗೆ ಬರಬೇಕು, ಯಾರೂ ಶಾಲೆ ಬಿಡಬಾರದು ಎಂಬ ಸಂದೇಶ ನೀಡಲಾಯಿತು. ಅಕ್ಷರ ಬಂಡಿಯಲ್ಲಿ ಪುಸ್ತಕಗಳ ಪ್ರದರ್ಶನವನ್ನೂ ಏರ್ಪಡಿಸಲಾಗಿತ್ತು. ಸಾಂಸ್ಕೃತಿಕ ಕಾರ್ಯಕ್ರಮಗಳು ನಡೆದವು. — [187, 616, 412, 707]
akshara-title: ಅಕ್ಷರ ಜಾತ್ರೆಯಲ್ಲಿ ಅಕ್ಷರ ಬಂಡಿ ಆಕರ್ಷಣೆ — [187, 596, 368, 613]
table-row — [10, 587, 181, 601]
center-top-row — [188, 76, 648, 233]
masthead-day: ಬುಧವಾರ — [77, 13, 113, 26]
news-flash-icon: ✍ — [16, 80, 33, 95]
market-item-name: ಹೆಸರು — [21, 602, 38, 612]
market-item-unit: ಕ್ವಿಂಟಲ್ — [158, 617, 177, 625]
column-center — [188, 76, 648, 843]
bottom-story-2-title: ಪೂರ್ವ ಪ್ರಾಥಮಿಕ ಶಾಲೆಗೆ ನಿರ್ಧಾರ — [368, 858, 522, 875]
table-row — [10, 573, 181, 587]
market-item-price: 3607-5600 — [106, 574, 143, 584]
market-item-price: 6829-6829 — [106, 546, 143, 556]
weather-min-label: ಕನಿಷ್ಠ — [492, 21, 506, 31]
story-dateline: • ಗದಗ: — [422, 101, 444, 110]
market-item-price: 1899-4677 — [106, 714, 143, 724]
trend-arrow-icon: ▶ — [14, 674, 20, 682]
malaria-title: 7 ಮಲೇರಿಯಾ ಪ್ರಕರಣಕ್ಕೆ ಚಿಕಿತ್ಸೆ — [343, 430, 470, 445]
table-row — [10, 615, 181, 629]
main-headline: ಸರ್ವೆ ಕಾರ್ಯಕ್ಕೆ ಮುಂದಾಗಿ — [285, 245, 550, 281]
market-item-unit: ಕ್ವಿಂಟಲ್ — [158, 589, 177, 597]
kirusudi-item-2-title: ಅವಧಿ ವಿಸ್ತರಣೆ — [10, 309, 77, 326]
table-row — [10, 559, 181, 573]
table-row — [10, 601, 181, 615]
felicitation-photo — [655, 76, 935, 168]
market-item-name: ರಾಗಿ — [21, 658, 33, 668]
event-photo — [188, 76, 416, 204]
trend-arrow-icon: ▶ — [14, 618, 20, 626]
table-row — [10, 685, 181, 699]
bottom-story-1-text — [10, 878, 106, 1053]
award-photo — [655, 307, 935, 399]
column-right — [655, 76, 935, 843]
weather-widget — [420, 22, 509, 49]
market-item-name: ಗೋಧಿ ಕೆಂಪಗ — [21, 532, 56, 542]
kannada-photo-caption: ಲಕ್ಷ್ಮೇಶ್ವರದಲ್ಲಿ ನಡೆದ ಕಾರ್ಯಕ್ರಮದಲ್ಲಿ ವಿಜೇತ ವಿದ್ಯಾರ್ಥಿಗಳಿಗೆ ಪ್ರಮಾಣ ಪತ್ರ ವಿತರಿಸಲಾಯಿತು. — [654, 400, 851, 408]
main-lead-text-col — [188, 285, 331, 502]
market-item-name: ಮುಸುರೆ — [21, 616, 42, 626]
brand-tagline: ಕನ್ನಡ ದಿನಪತ್ರಿಕೆ — [892, 38, 935, 49]
